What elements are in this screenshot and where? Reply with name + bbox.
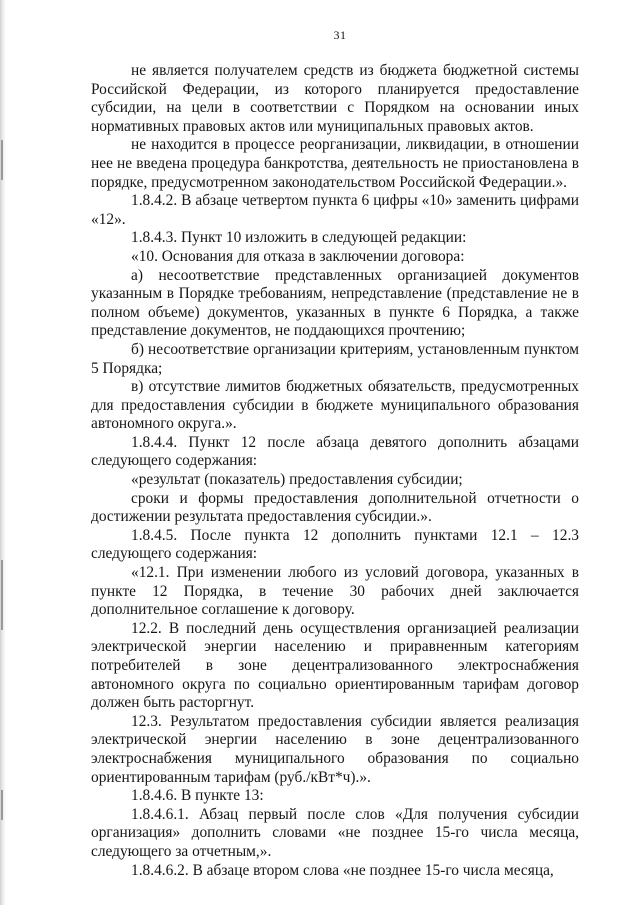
document-body bbox=[91, 62, 579, 880]
paragraph-reporting-terms: сроки и формы предоставления дополнительной отчетности о достижении результата предоставления субсидии.». bbox=[91, 489, 579, 526]
paragraph-1-8-4-6-2: 1.8.4.6.2. В абзаце втором слова «не позднее 15-го числа месяца, bbox=[131, 861, 554, 879]
paragraph-refusal-ground-c: в) отсутствие лимитов бюджетных обязательств, предусмотренных для предоставления субсидии в бюджете муниципального образования автономного округа.». bbox=[91, 378, 579, 433]
paragraph-12-1: «12.1. При изменении любого из условий договора, указанных в пункте 12 Порядка, в течение 30 рабочих дней заключается дополнительное соглашение к договору. bbox=[91, 564, 579, 619]
scan-speck bbox=[1, 560, 3, 630]
paragraph-12-2: 12.2. В последний день осуществления организацией реализации электрической энергии населению и приравненным категориям потребителей в зоне децентрализованного электроснабжения автономного округа по социально ориентированным тарифам договор должен быть расторгнут. bbox=[91, 619, 579, 712]
paragraph-1-8-4-3: 1.8.4.3. Пункт 10 изложить в следующей редакции: bbox=[131, 229, 467, 247]
scan-edge-shadow bbox=[0, 0, 6, 905]
paragraph-result-indicator: «результат (показатель) предоставления субсидии; bbox=[131, 471, 463, 489]
paragraph-1-8-4-2: 1.8.4.2. В абзаце четвертом пункта 6 цифры «10» заменить цифрами «12». bbox=[91, 192, 579, 228]
paragraph-1-8-4-4: 1.8.4.4. Пункт 12 после абзаца девятого дополнить абзацами следующего содержания: bbox=[91, 433, 579, 470]
paragraph-recipient-condition: не является получателем средств из бюджета бюджетной системы Российской Федерации, из которого планируется предоставление субсидии, на цели в соответствии с Порядком на основании иных нормативных правовых актов или муниципальных правовых актов. bbox=[91, 62, 579, 135]
page-number: 31 bbox=[333, 28, 347, 42]
scan-speck bbox=[1, 790, 3, 820]
paragraph-refusal-ground-a: а) несоответствие представленных организацией документов указанным в Порядке требованиям, непредставление (представление не в полном объеме) документов, указанных в пункте 6 Порядка, а также представление документов, не поддающихся прочтению; bbox=[91, 266, 579, 340]
paragraph-1-8-4-6: 1.8.4.6. В пункте 13: bbox=[131, 787, 264, 805]
paragraph-12-3: 12.3. Результатом предоставления субсидии является реализация электрической энергии населению в зоне децентрализованного электроснабжения муниципального образования по социально ориентированным тарифам (руб./кВт*ч).». bbox=[91, 712, 579, 786]
paragraph-reorganization-condition: не находится в процессе реорганизации, ликвидации, в отношении нее не введена процедура банкротства, деятельность не приостановлена в порядке, предусмотренном законодательством Российской Федерации.». bbox=[91, 136, 579, 191]
paragraph-refusal-grounds-heading: «10. Основания для отказа в заключении договора: bbox=[131, 247, 465, 265]
paragraph-1-8-4-6-1: 1.8.4.6.1. Абзац первый после слов «Для получения субсидии организация» дополнить словами «не позднее 15-го числа месяца, следующего за отчетным,». bbox=[91, 805, 579, 860]
paragraph-refusal-ground-b: б) несоответствие организации критериям, установленным пунктом 5 Порядка; bbox=[91, 340, 579, 377]
paragraph-1-8-4-5: 1.8.4.5. После пункта 12 дополнить пунктами 12.1 – 12.3 следующего содержания: bbox=[91, 526, 579, 563]
scan-speck bbox=[1, 140, 3, 180]
